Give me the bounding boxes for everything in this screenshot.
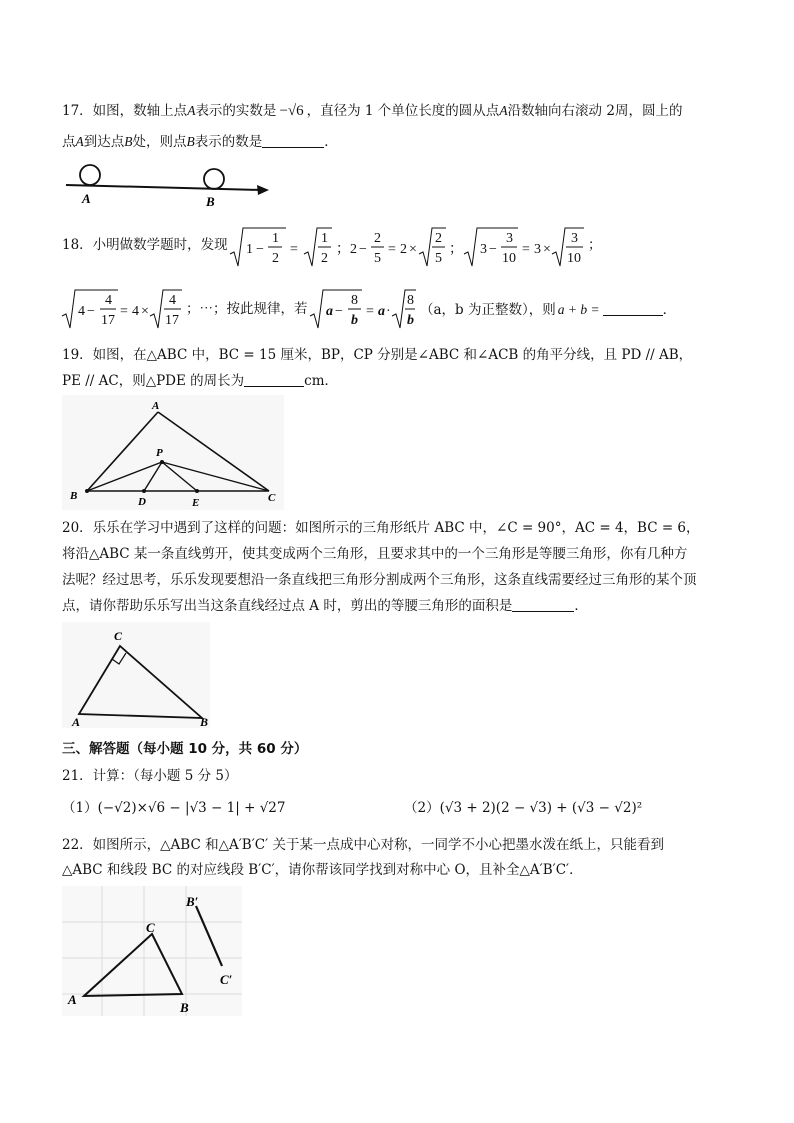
svg-text:2: 2	[400, 242, 407, 257]
svg-text:b: b	[407, 313, 414, 328]
label-b: B	[200, 715, 209, 728]
svg-text:17: 17	[101, 313, 115, 328]
svg-text:−: −	[87, 304, 95, 319]
svg-text:3: 3	[534, 242, 541, 257]
circle-at-b	[204, 169, 224, 189]
section-3-heading: 三、解答题（每小题 10 分，共 60 分）	[62, 741, 308, 757]
svg-text:；: ；	[449, 242, 463, 257]
q22-line2: △ABC 和线段 BC 的对应线段 B′C′，请你帮该同学找到对称中心 O，且补全△A′B′C′．	[62, 862, 583, 878]
q18-line1: 18．小明做数学题时，发现	[62, 237, 228, 253]
number-line	[66, 185, 262, 190]
label-a: A	[72, 715, 81, 728]
q22-symmetry-figure	[62, 886, 242, 1016]
q17-line1: 17．如图，数轴上点A表示的实数是 −√6 ，直径为 1 个单位长度的圆从点A沿数轴向右滚动 2周，圆上的	[62, 103, 683, 119]
svg-text:3: 3	[571, 231, 578, 246]
q17-answer-blank[interactable]	[262, 135, 324, 148]
q18-equations-row2	[60, 286, 200, 334]
q20-line2: 将沿△ABC 某一条直线剪开，使其变成两个三角形，且要求其中的一个三角形是等腰三角形，你有几种方	[62, 546, 688, 562]
q18-condition: （a，b 为正整数），则 a + b = ．	[420, 302, 677, 318]
svg-text:5: 5	[374, 251, 381, 266]
label-b: B	[180, 1000, 189, 1015]
svg-text:10: 10	[567, 251, 581, 266]
svg-text:=: =	[366, 304, 374, 319]
label-c-prime: C′	[220, 972, 233, 987]
svg-text:=: =	[522, 242, 530, 257]
label-c: C	[114, 629, 123, 643]
svg-text:−: −	[335, 304, 343, 319]
svg-text:4: 4	[169, 293, 176, 308]
q18-answer-blank[interactable]	[603, 303, 663, 316]
q20-right-triangle-figure	[62, 622, 210, 728]
q18-equations-row1	[228, 224, 588, 272]
label-c: C	[268, 492, 276, 504]
q19-triangle-figure	[62, 395, 284, 510]
svg-text:b: b	[351, 313, 358, 328]
svg-text:×: ×	[141, 304, 149, 319]
circle-at-a	[80, 165, 100, 185]
svg-text:a: a	[326, 304, 333, 319]
svg-text:8: 8	[351, 293, 358, 308]
q20-line4: 点，请你帮助乐乐写出当这条直线经过点 A 时，剪出的等腰三角形的面积是 ．	[62, 598, 588, 614]
svg-text:2: 2	[321, 251, 328, 266]
arrow-head-icon	[257, 185, 269, 195]
svg-text:3: 3	[506, 231, 513, 246]
q17-line2: 点A到达点B处，则点B表示的数是 ．	[62, 134, 338, 150]
label-a: A	[152, 400, 160, 412]
svg-text:10: 10	[502, 251, 516, 266]
svg-text:=: =	[388, 242, 396, 257]
svg-text:2: 2	[435, 231, 442, 246]
svg-text:4: 4	[105, 293, 112, 308]
label-b: B	[206, 194, 215, 209]
svg-text:1: 1	[246, 242, 253, 257]
svg-text:8: 8	[407, 293, 414, 308]
svg-text:2: 2	[374, 231, 381, 246]
label-d: D	[138, 496, 146, 508]
label-e: E	[192, 497, 200, 509]
svg-text:2: 2	[272, 251, 279, 266]
svg-text:−: −	[359, 242, 367, 257]
q18-rule-text: ；⋯；按此规律，若	[186, 301, 308, 317]
svg-text:=: =	[120, 304, 128, 319]
q19-answer-blank[interactable]	[244, 374, 304, 387]
q20-line1: 20．乐乐在学习中遇到了这样的问题：如图所示的三角形纸片 ABC 中，∠C = 90°，AC = 4，BC = 6，	[62, 520, 700, 536]
svg-text:×: ×	[409, 242, 417, 257]
label-p: P	[156, 447, 163, 459]
svg-text:·: ·	[386, 304, 391, 319]
svg-text:4: 4	[132, 304, 139, 319]
svg-text:1: 1	[272, 231, 279, 246]
q22-line1: 22．如图所示，△ABC 和△A′B′C′ 关于某一点成中心对称，一同学不小心把墨水泼在纸上，只能看到	[62, 837, 664, 853]
svg-text:4: 4	[78, 304, 85, 319]
svg-text:2: 2	[350, 242, 357, 257]
q21-title: 21．计算：（每小题 5 分 5）	[62, 768, 238, 784]
svg-text:1: 1	[321, 231, 328, 246]
label-b-prime: B′	[186, 894, 199, 909]
label-b: B	[70, 490, 78, 502]
svg-text:−: −	[489, 242, 497, 257]
label-a: A	[68, 992, 77, 1007]
q19-line2: PE // AC，则△PDE 的周长为 cm．	[62, 373, 339, 389]
q20-line3: 法呢？经过思考，乐乐发现要想沿一条直线把三角形分割成两个三角形，这条直线需要经过三角形的某个顶	[62, 572, 697, 588]
q21-part2: （2）(√3 + 2)(2 − √3) + (√3 − √2)²	[404, 800, 643, 816]
svg-text:5: 5	[435, 251, 442, 266]
svg-text:3: 3	[480, 242, 487, 257]
svg-text:；: ；	[336, 242, 350, 257]
svg-text:17: 17	[165, 313, 179, 328]
q21-part1: （1）(−√2)×√6 − |√3 − 1| + √27	[62, 800, 286, 816]
svg-text:a: a	[378, 304, 385, 319]
svg-text:×: ×	[543, 242, 551, 257]
q17-number-line-figure	[62, 160, 277, 210]
label-a: A	[82, 191, 91, 206]
q18-general-equation	[308, 286, 418, 334]
label-c: C	[146, 920, 155, 935]
q20-answer-blank[interactable]	[512, 599, 574, 612]
q19-line1: 19．如图，在△ABC 中，BC = 15 厘米，BP，CP 分别是∠ABC 和∠ACB 的角平分线，且 PD // AB，	[62, 347, 693, 363]
q18-row1-semicolon: ；	[588, 237, 602, 253]
svg-text:=: =	[290, 242, 298, 257]
svg-text:−: −	[256, 242, 264, 257]
